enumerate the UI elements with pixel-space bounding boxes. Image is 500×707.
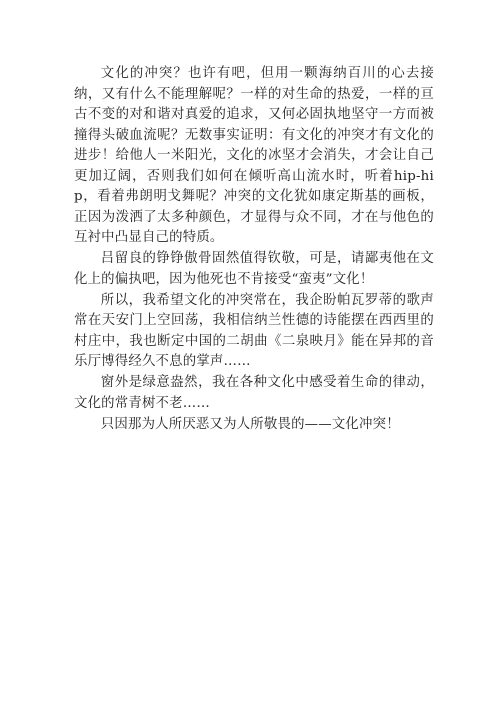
paragraph-4: 窗外是绿意盎然，我在各种文化中感受着生命的律动，文化的常青树不老…… bbox=[74, 375, 434, 411]
paragraph-1: 文化的冲突？也许有吧，但用一颗海纳百川的心去接纳，又有什么不能理解呢？一样的对生命的热爱，一样的亘古不变的对和谐对真爱的追求，又何必固执地坚守一方而被撞得头破血流呢？无数事实证明：有文化的冲突才有文化的进步！给他人一米阳光，文化的冰坚才会消失，才会让自己更加辽阔，否则我们如何在倾听高山流水时，听着hip-hip，看着弗朗明戈舞呢？冲突的文化犹如康定斯基的画板，正因为泼洒了太多种颜色，才显得与众不同，才在与他色的互衬中凸显自己的特质。 bbox=[74, 66, 434, 245]
paragraph-3: 所以，我希望文化的冲突常在，我企盼帕瓦罗蒂的歌声常在天安门上空回荡，我相信纳兰性德的诗能摆在西西里的村庄中，我也断定中国的二胡曲《二泉映月》能在异邦的音乐厅博得经久不息的掌声…… bbox=[74, 292, 434, 369]
paragraph-2: 吕留良的铮铮傲骨固然值得钦敬，可是，请鄙夷他在文化上的偏执吧，因为他死也不肯接受“蛮夷”文化！ bbox=[74, 251, 434, 287]
document-body bbox=[74, 64, 434, 435]
paragraph-5: 只因那为人所厌恶又为人所敬畏的——文化冲突！ bbox=[100, 416, 400, 432]
